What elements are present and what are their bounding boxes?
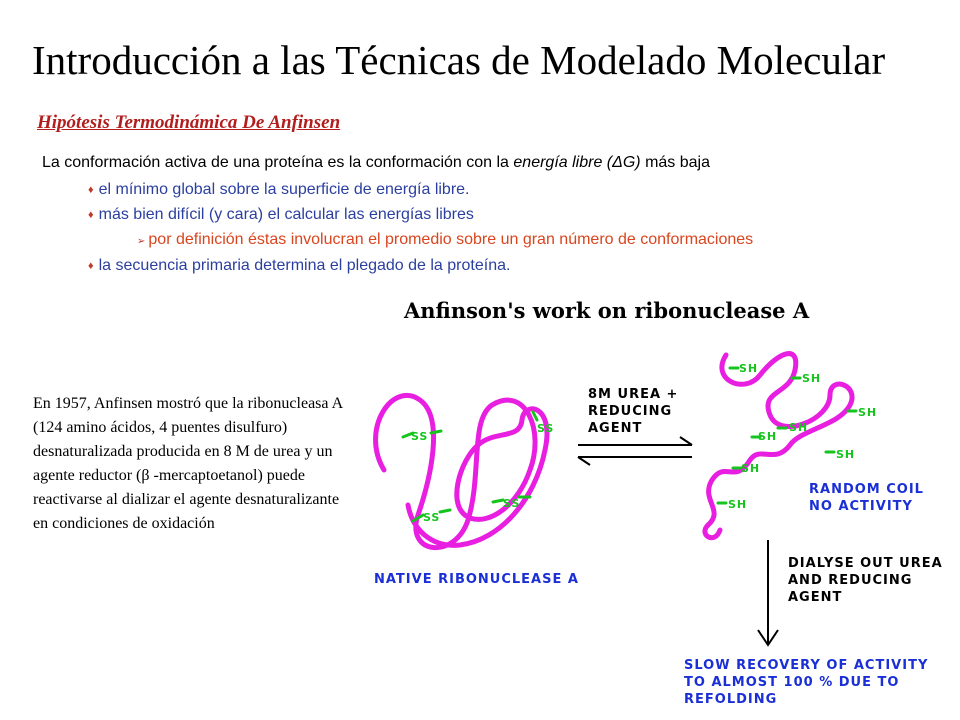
ss-label: SS	[537, 422, 555, 435]
sh-label: SH	[836, 448, 856, 461]
ss-label: SS	[423, 511, 441, 524]
caption-line: NO ACTIVITY	[809, 499, 913, 514]
sh-label: SH	[858, 406, 878, 419]
caption-line: DIALYSE OUT UREA	[788, 556, 943, 571]
sh-label: SH	[741, 462, 761, 475]
caption-line: 8M UREA +	[588, 387, 679, 402]
caption-line: AGENT	[588, 421, 643, 436]
caption-line: REDUCING	[588, 404, 673, 419]
figure-title: Anfinson's work on ribonuclease A	[404, 298, 810, 323]
lead-prefix: La conformación activa de una proteína es la conformación con la	[42, 154, 514, 171]
caption-line: AGENT	[788, 590, 843, 605]
ss-label: SS	[411, 430, 429, 443]
ss-label: SS	[503, 497, 521, 510]
sh-label: SH	[728, 498, 748, 511]
dialyse-caption	[788, 555, 943, 606]
diamond-bullet-icon: ♦	[88, 184, 94, 196]
native-protein-chain	[376, 395, 547, 547]
section-heading: Hipótesis Termodinámica De Anfinsen	[37, 112, 341, 133]
slide-title: Introducción a las Técnicas de Modelado Molecular	[32, 37, 886, 83]
lead-italic-term: energía libre (ΔG)	[513, 154, 641, 171]
caption-line: REFOLDING	[684, 692, 778, 707]
caption-line: SLOW RECOVERY OF ACTIVITY	[684, 658, 929, 673]
sh-label: SH	[789, 421, 809, 434]
sh-label: SH	[802, 372, 822, 385]
urea-caption	[588, 386, 678, 437]
caption-line: RANDOM COIL	[809, 482, 924, 497]
diamond-bullet-icon: ♦	[88, 260, 94, 272]
bullet-text: más bien difícil (y cara) el calcular las energías libres	[98, 206, 474, 223]
recovery-caption	[684, 657, 928, 708]
bullet-text: el mínimo global sobre la superficie de energía libre.	[98, 181, 470, 198]
down-arrow	[758, 540, 778, 645]
random-coil-caption	[809, 481, 924, 515]
arrow-bullet-icon: ➢	[137, 236, 146, 247]
equilibrium-arrows	[578, 437, 692, 465]
caption-line: AND REDUCING	[788, 573, 913, 588]
caption-line: TO ALMOST 100 % DUE TO	[684, 675, 900, 690]
history-paragraph: En 1957, Anfinsen mostró que la ribonucleasa A (124 amino ácidos, 4 puentes disulfuro) desnaturalizada producida en 8 M de urea y un agente reductor (β -mercaptoetanol) puede reactivarse al dializar el agente desnaturalizante en condiciones de oxidación	[33, 395, 343, 532]
bullet-text: la secuencia primaria determina el plegado de la proteína.	[98, 257, 511, 274]
diamond-bullet-icon: ♦	[88, 209, 94, 221]
sub-bullet-text: por definición éstas involucran el promedio sobre un gran número de conformaciones	[148, 231, 754, 248]
sh-label: SH	[739, 362, 759, 375]
native-caption: NATIVE RIBONUCLEASE A	[374, 572, 579, 587]
sh-label: SH	[758, 430, 778, 443]
lead-suffix: más baja	[640, 154, 710, 171]
